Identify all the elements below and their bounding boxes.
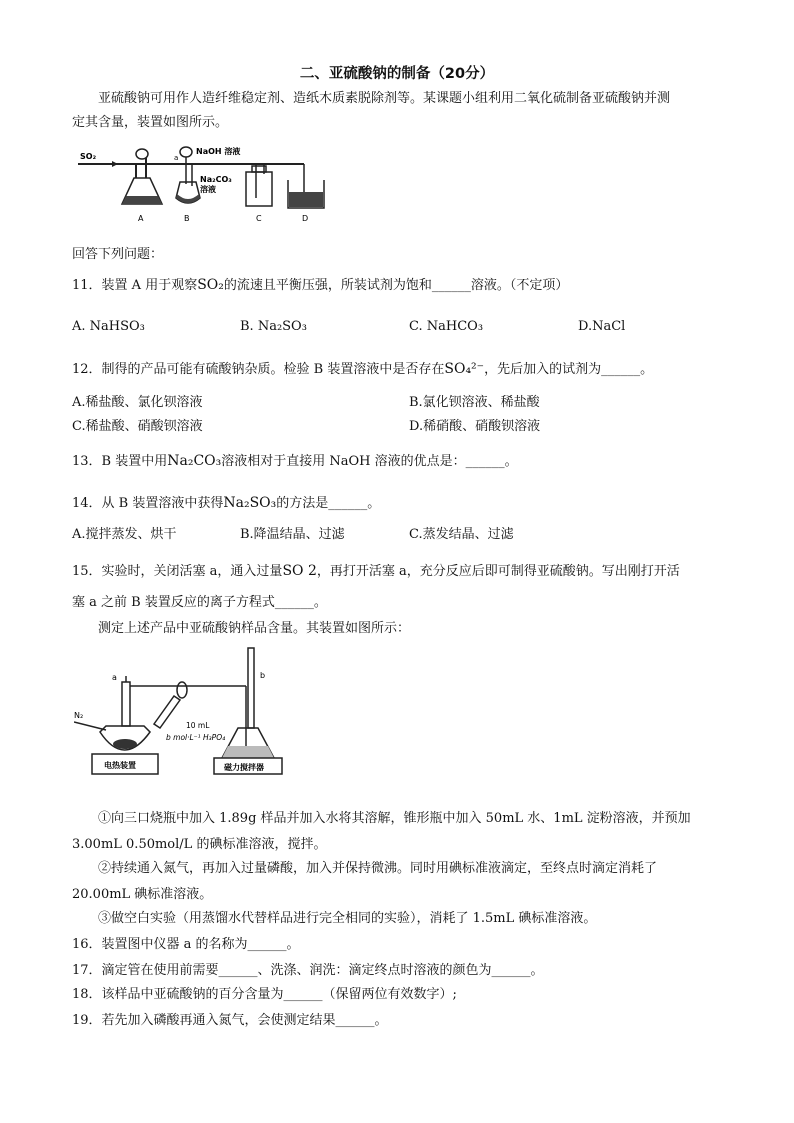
step-2-line-2: 20.00mL 碘标准溶液。	[72, 887, 213, 902]
question-14	[72, 494, 380, 513]
beaker-d	[288, 164, 324, 208]
step-3: ③做空白实验（用蒸馏水代替样品进行完全相同的实验），消耗了 1.5mL 碘标准溶液。	[98, 911, 597, 926]
q14-stem-pre: 14．从 B 装置溶液中获得	[72, 496, 224, 511]
question-15-line-1	[72, 562, 680, 581]
q14-stem-post: 的方法是______。	[276, 496, 381, 511]
label-d: D	[302, 214, 309, 223]
valve-a-label: a	[174, 154, 179, 162]
flask-b	[174, 146, 240, 203]
question-15-line-2: 塞 a 之前 B 装置反应的离子方程式______。	[72, 595, 327, 610]
q13-stem-post: 溶液相对于直接用 NaOH 溶液的优点是：______。	[221, 454, 518, 469]
q11-stem-pre: 11．装置 A 用于观察	[72, 278, 198, 293]
label-c: C	[256, 214, 262, 223]
naoh-label: NaOH 溶液	[196, 147, 241, 156]
flask-contents	[113, 739, 137, 749]
concentration-label: b mol·L⁻¹ H₃PO₄	[166, 733, 226, 742]
so2-label: SO₂	[80, 152, 97, 161]
q12-option-c: C.稀盐酸、硝酸钡溶液	[72, 419, 203, 434]
intro-line-2: 定其含量，装置如图所示。	[72, 115, 229, 130]
q12-option-d: D.稀硝酸、硝酸钡溶液	[409, 419, 541, 434]
question-18: 18．该样品中亚硫酸钠的百分含量为______（保留两位有效数字）;	[72, 987, 457, 1002]
question-11	[72, 276, 568, 295]
volume-label: 10 mL	[186, 721, 210, 730]
q11-option-c: C. NaHCO₃	[409, 319, 484, 334]
q15-chem: SO 2	[282, 563, 317, 579]
n2-label: N₂	[74, 711, 84, 720]
dropping-funnel	[154, 696, 180, 728]
question-16: 16．装置图中仪器 a 的名称为______。	[72, 937, 300, 952]
question-19: 19．若先加入磷酸再通入氮气，会使测定结果______。	[72, 1013, 388, 1028]
q12-stem-pre: 12．制得的产品可能有硫酸钠杂质。检验 B 装置溶液中是否存在	[72, 362, 445, 377]
intro-line-1: 亚硫酸钠可用作人造纤维稳定剂、造纸木质素脱除剂等。某课题小组利用二氧化硫制备亚硫酸钠并测	[98, 91, 671, 106]
step-1-line-2: 3.00mL 0.50mol/L 的碘标准溶液，搅拌。	[72, 837, 327, 852]
heater-label: 电热装置	[104, 761, 136, 770]
question-17: 17．滴定管在使用前需要______、洗涤、润洗：滴定终点时溶液的颜色为______。	[72, 963, 544, 978]
instrument-b-label: b	[260, 671, 266, 680]
q14-chem: Na₂SO₃	[223, 495, 277, 511]
q12-option-b: B.氯化钡溶液、稀盐酸	[409, 395, 540, 410]
q11-option-d: D.NaCl	[578, 319, 626, 334]
apparatus-figure-2	[74, 646, 294, 776]
q12-stem-post: ，先后加入的试剂为______。	[484, 362, 654, 377]
q14-option-c: C.蒸发结晶、过滤	[409, 527, 514, 542]
na2co3-label: Na₂CO₃	[200, 175, 232, 184]
q11-option-a: A. NaHSO₃	[72, 319, 145, 334]
q15-line1-post: ，再打开活塞 a，充分反应后即可制得亚硫酸钠。写出刚打开活	[316, 564, 680, 579]
q11-chem: SO₂	[197, 277, 224, 293]
q12-option-a: A.稀盐酸、氯化钡溶液	[72, 395, 203, 410]
q11-option-b: B. Na₂SO₃	[240, 319, 307, 334]
question-12	[72, 360, 653, 379]
bottle-c	[246, 164, 272, 206]
instrument-a-label: a	[112, 673, 117, 682]
flask-a	[122, 149, 162, 204]
section-title: 二、亚硫酸钠的制备（20分）	[299, 66, 495, 82]
label-a: A	[138, 214, 144, 223]
q12-chem: SO₄²⁻	[444, 361, 485, 377]
solution-label: 溶液	[200, 185, 216, 194]
step-1-line-1: ①向三口烧瓶中加入 1.89g 样品并加入水将其溶解，锥形瓶中加入 50mL 水、1mL 淀粉溶液，并预加	[98, 811, 691, 826]
apparatus-figure-1	[76, 144, 336, 224]
q13-stem-pre: 13．B 装置中用	[72, 454, 168, 469]
q14-option-a: A.搅拌蒸发、烘干	[72, 527, 177, 542]
answer-prompt: 回答下列问题：	[72, 247, 164, 262]
label-b: B	[184, 214, 190, 223]
q13-chem: Na₂CO₃	[167, 453, 222, 469]
question-13	[72, 452, 518, 471]
burette	[248, 648, 254, 728]
q11-stem-post: 的流速且平衡压强，所装试剂为饱和______溶液。（不定项）	[223, 278, 569, 293]
q15-line1-pre: 15．实验时，关闭活塞 a，通入过量	[72, 564, 283, 579]
condenser-a	[122, 682, 130, 726]
stirrer-label: 磁力搅拌器	[224, 763, 264, 772]
q14-option-b: B.降温结晶、过滤	[240, 527, 345, 542]
step-2-line-1: ②持续通入氮气，再加入过量磷酸，加入并保持微沸。同时用碘标准液滴定，至终点时滴定消耗了	[98, 861, 658, 876]
measure-intro: 测定上述产品中亚硫酸钠样品含量。其装置如图所示：	[98, 621, 411, 636]
